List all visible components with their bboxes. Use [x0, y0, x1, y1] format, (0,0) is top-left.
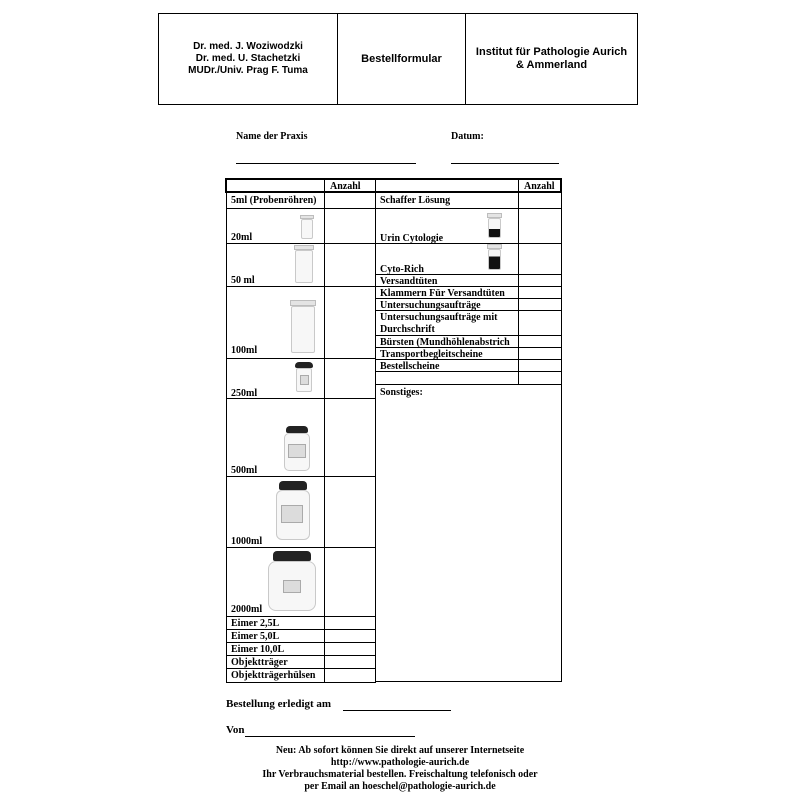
row-schaffer-loesung: Schaffer Lösung	[380, 195, 451, 206]
completed-by-field[interactable]	[245, 736, 415, 737]
row-eimer-10l: Eimer 10,0L	[231, 644, 285, 655]
notes-label: Sonstiges:	[380, 387, 423, 398]
row-untersuchungsauftraege-mit: Untersuchungsaufträge mit	[380, 312, 498, 323]
row-buersten: Bürsten (Mundhöhlenabstrich	[380, 337, 510, 348]
email-link[interactable]: per Email an hoeschel@pathologie-aurich.de	[304, 781, 496, 792]
row-100ml: 100ml	[231, 345, 258, 356]
website-link[interactable]: http://www.pathologie-aurich.de	[330, 757, 470, 768]
tube-urin-cytologie-image	[488, 218, 501, 238]
jar-label	[283, 580, 301, 593]
doctor-name: MUDr./Univ. Prag F. Tuma	[188, 65, 308, 76]
institute-name-2: & Ammerland	[515, 59, 588, 71]
row-klammern: Klammern Für Versandtüten	[380, 288, 505, 299]
row-eimer-5l: Eimer 5,0L	[231, 631, 280, 642]
footer-note	[150, 745, 650, 793]
row-urin-cytologie: Urin Cytologie	[380, 233, 444, 244]
footer-line: Neu: Ab sofort können Sie direkt auf unserer Internetseite	[275, 745, 525, 756]
jar-1000ml-image	[276, 490, 310, 540]
lid-2000ml	[273, 551, 311, 561]
order-done-date-field[interactable]	[343, 710, 451, 711]
row-versandtueten: Versandtüten	[380, 276, 438, 287]
row-1000ml: 1000ml	[231, 536, 263, 547]
row-objekttraeger: Objektträger	[231, 657, 288, 668]
row-2000ml: 2000ml	[231, 604, 263, 615]
row-50ml: 50 ml	[231, 275, 255, 286]
row-5ml: 5ml (Probenröhren)	[231, 195, 317, 206]
count-header-right: Anzahl	[524, 181, 555, 192]
row-durchschrift: Durchschrift	[380, 324, 435, 335]
row-20ml: 20ml	[231, 232, 253, 243]
row-250ml: 250ml	[231, 388, 258, 399]
practice-label: Name der Praxis	[236, 131, 308, 142]
row-bestellscheine: Bestellscheine	[380, 361, 440, 372]
row-transportbegleitscheine: Transportbegleitscheine	[380, 349, 483, 360]
footer-line: Ihr Verbrauchsmaterial bestellen. Freischaltung telefonisch oder	[262, 769, 538, 780]
institute-name: Institut für Pathologie Aurich	[475, 46, 628, 58]
doctor-name: Dr. med. J. Woziwodzki	[193, 41, 303, 52]
count-header-left: Anzahl	[330, 181, 361, 192]
jar-label	[281, 505, 303, 523]
doctor-name: Dr. med. U. Stachetzki	[195, 53, 301, 64]
date-label: Datum:	[451, 131, 484, 142]
row-cyto-rich: Cyto-Rich	[380, 264, 424, 275]
jar-250ml-image	[296, 368, 312, 392]
row-untersuchungsauftraege: Untersuchungsaufträge	[380, 300, 481, 311]
completed-by-label: Von	[226, 724, 245, 736]
order-done-label: Bestellung erledigt am	[226, 698, 332, 710]
jar-2000ml-image	[268, 561, 316, 611]
jar-20ml-image	[301, 219, 313, 239]
row-500ml: 500ml	[231, 465, 258, 476]
lid-500ml	[286, 426, 308, 433]
jar-label	[288, 444, 306, 458]
row-eimer-2-5l: Eimer 2,5L	[231, 618, 280, 629]
row-objekttraegerhuelsen: Objektträgerhülsen	[231, 670, 316, 681]
jar-100ml-image	[291, 306, 315, 353]
lid-1000ml	[279, 481, 307, 490]
jar-label	[300, 375, 309, 385]
jar-500ml-image	[284, 433, 310, 471]
tube-cyto-rich-image	[488, 249, 501, 270]
jar-50ml-image	[295, 250, 313, 283]
form-title: Bestellformular	[337, 14, 466, 104]
